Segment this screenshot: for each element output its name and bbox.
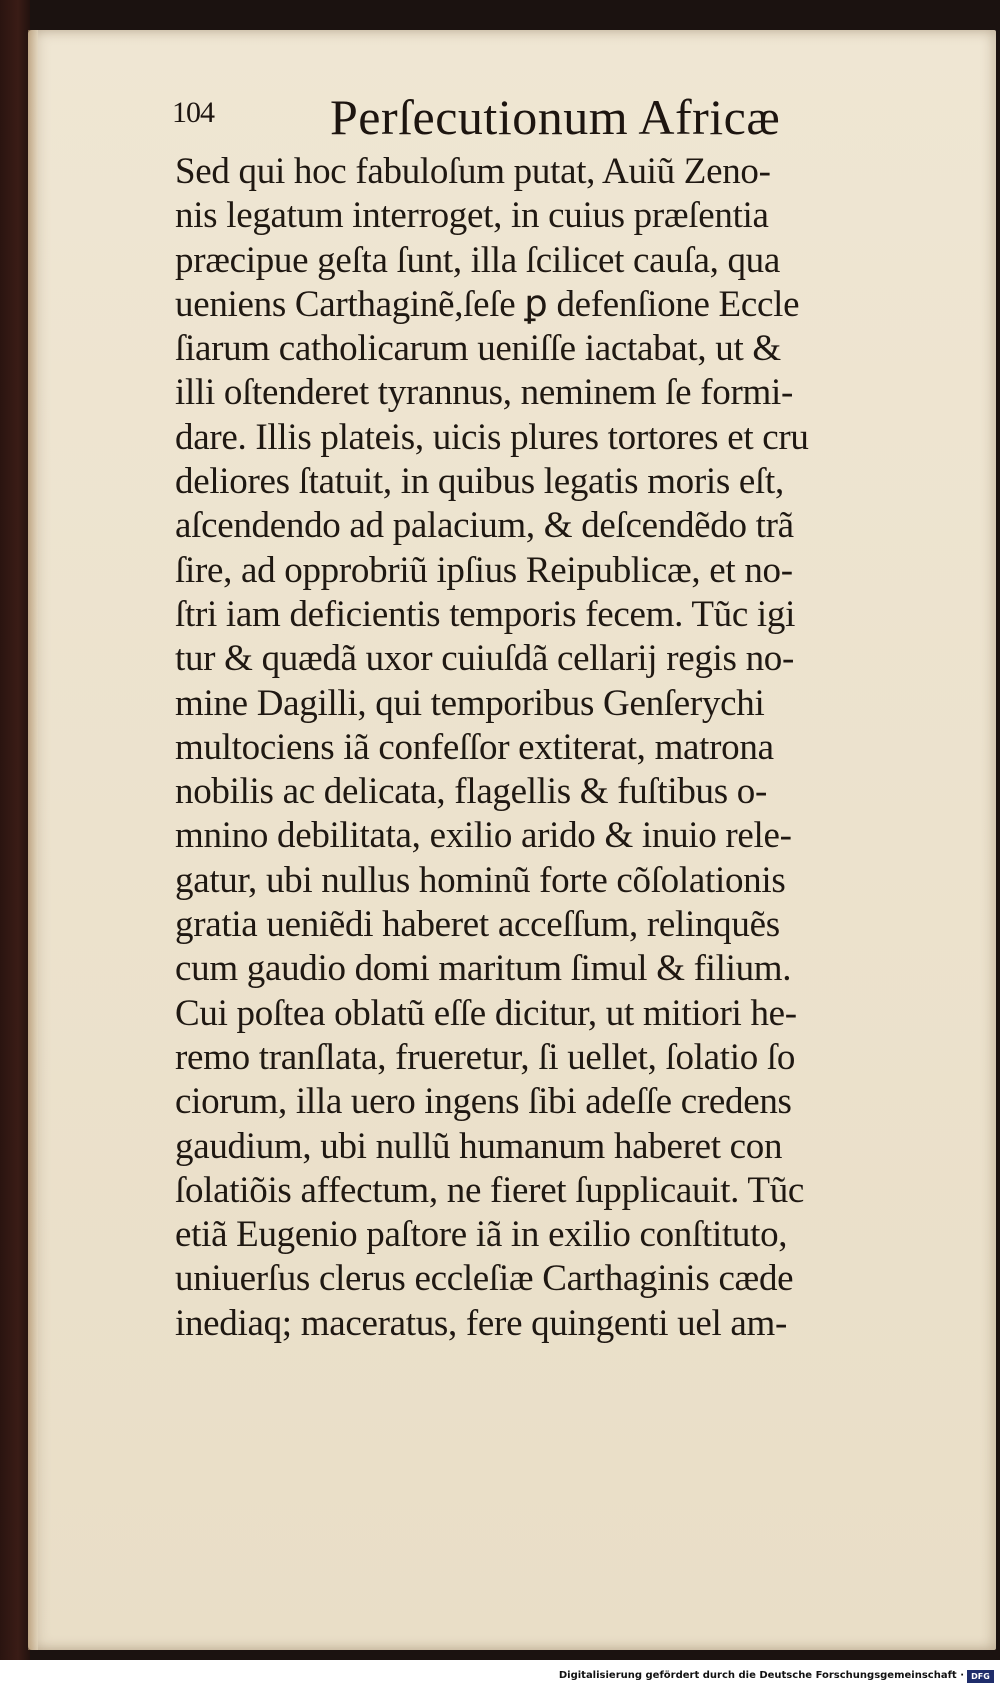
text-line: tur & quædã uxor cuiuſdã cellarij regis no- <box>175 638 795 680</box>
text-line: Sed qui hoc fabuloſum putat, Auiũ Zeno- <box>175 151 771 192</box>
text-line: nobilis ac delicata, flagellis & fuſtibus o- <box>175 771 768 813</box>
text-line: dare. Illis plateis, uicis plures tortores et cru <box>175 416 809 458</box>
dfg-logo: DFG <box>967 1670 994 1683</box>
body-text <box>175 150 935 1346</box>
text-line: cum gaudio domi maritum ſimul & filium. <box>175 948 792 990</box>
text-line: multociens iã confeſſor extiterat, matrona <box>175 726 774 768</box>
text-line: mnino debilitata, exilio arido & inuio rele- <box>175 815 792 857</box>
text-line: gatur, ubi nullus hominũ forte cõſolationis <box>175 859 786 901</box>
text-line: Cui poſtea oblatũ eſſe dicitur, ut mitiori he- <box>175 992 797 1034</box>
text-line: nis legatum interroget, in cuius præſentia <box>175 195 769 237</box>
running-title: Perſecutionum Africæ <box>330 89 781 145</box>
text-line: uniuerſus clerus eccleſiæ Carthaginis cæde <box>175 1258 794 1300</box>
book-spine <box>0 0 30 1660</box>
text-line: etiã Eugenio paſtore iã in exilio conſtituto, <box>175 1214 788 1256</box>
page-number: 104 <box>172 96 214 129</box>
text-line: inediaq; maceratus, fere quingenti uel am- <box>175 1302 788 1344</box>
text-line: aſcendendo ad palacium, & deſcendẽdo trã <box>175 505 794 547</box>
text-line: mine Dagilli, qui temporibus Genſerychi <box>175 682 765 724</box>
text-line: illi oſtenderet tyrannus, neminem ſe formi- <box>175 372 793 414</box>
text-line: ueniens Carthaginẽ,ſeſe ꝑ defenſione Eccle <box>175 283 800 325</box>
text-line: ſiarum catholicarum ueniſſe iactabat, ut & <box>175 328 781 370</box>
page-gutter-shadow <box>28 30 38 1650</box>
funding-credit: Digitalisierung gefördert durch die Deutsche Forschungsgemeinschaft · <box>558 1670 964 1681</box>
text-line: ſire, ad opprobriũ ipſius Reipublicæ, et no- <box>175 549 793 591</box>
text-line: deliores ſtatuit, in quibus legatis moris eſt, <box>175 461 784 503</box>
text-line: gratia ueniẽdi haberet acceſſum, relinquẽs <box>175 904 780 946</box>
text-line: præcipue geſta ſunt, illa ſcilicet cauſa, qua <box>175 239 780 281</box>
text-line: remo tranſlata, frueretur, ſi uellet, ſolatio ſo <box>175 1036 796 1078</box>
running-head <box>0 88 1000 148</box>
text-line: ciorum, illa uero ingens ſibi adeſſe credens <box>175 1081 792 1123</box>
text-line: gaudium, ubi nullũ humanum haberet con <box>175 1125 783 1167</box>
text-line: ſtri iam deficientis temporis fecem. Tũc igi <box>175 593 796 635</box>
text-line: ſolatiõis affectum, ne fieret ſupplicauit. Tũc <box>175 1169 805 1211</box>
